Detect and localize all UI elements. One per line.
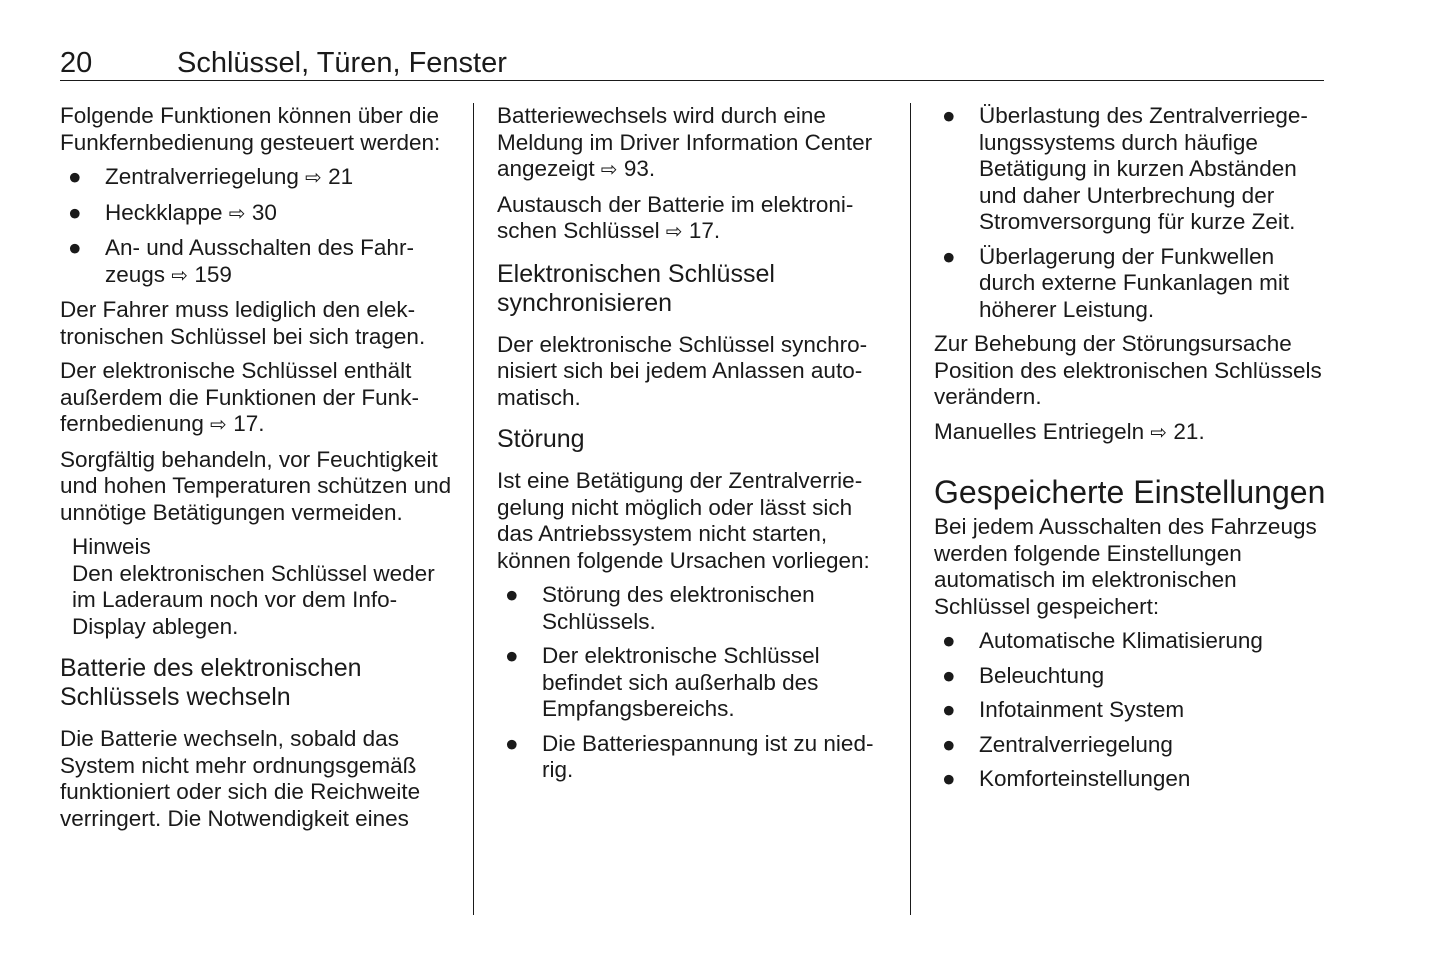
settings-list <box>934 628 1329 793</box>
bullet-icon: ● <box>942 662 956 688</box>
sync-paragraph: Der elektronische Schlüssel synchronisiert sich bei jedem Anlassen automatisch. <box>497 331 868 410</box>
note-title: Hinweis <box>72 534 151 559</box>
cross-reference-page[interactable]: 17. <box>688 218 721 243</box>
remedy-paragraph: Zur Behebung der Störungsursache Position des elektronischen Schlüssels verändern. <box>934 331 1322 409</box>
column-left <box>60 103 455 840</box>
note-box <box>72 534 455 640</box>
fault-paragraph: Ist eine Betätigung der Zentralverriegelung nicht möglich oder lässt sich das Antriebssystem nicht starten, können folgende Ursachen vorliegen: <box>497 468 870 573</box>
list-item-text: Der elektronische Schlüssel befindet sich außerhalb des Empfangsbereichs. <box>542 643 820 721</box>
cross-reference-arrow-icon[interactable]: ⇨ <box>1150 421 1168 444</box>
functions-paragraph-text: Der elektronische Schlüssel enthält außerdem die Funktionen der Funkfernbedienung <box>60 358 419 436</box>
cross-reference-arrow-icon[interactable]: ⇨ <box>665 221 683 243</box>
page-header <box>60 44 1324 81</box>
note-text: Den elektronischen Schlüssel weder im Laderaum noch vor dem Info-Display ablegen. <box>72 560 435 639</box>
list-item-text: Zentralverriegelung <box>105 164 299 189</box>
fault-heading: Störung <box>497 425 585 453</box>
column-divider <box>473 103 474 915</box>
bullet-icon: ● <box>68 199 82 225</box>
list-item <box>60 235 455 289</box>
column-right <box>934 103 1329 801</box>
list-item <box>60 200 455 228</box>
cross-reference-page[interactable]: 17. <box>233 411 265 436</box>
list-item-text: Automatische Klimatisierung <box>979 628 1263 653</box>
manual-unlock-text: Manuelles Entriegeln <box>934 418 1145 444</box>
list-item-text: Infotainment System <box>979 697 1185 722</box>
list-item <box>934 732 1329 759</box>
list-item-text: Heckklappe <box>105 199 223 225</box>
bullet-icon: ● <box>505 730 519 756</box>
bullet-icon: ● <box>68 164 82 189</box>
cross-reference-page[interactable]: 21. <box>1173 418 1205 444</box>
functions-paragraph <box>60 358 455 439</box>
bullet-icon: ● <box>942 628 956 653</box>
cross-reference-arrow-icon[interactable]: ⇨ <box>210 414 227 436</box>
cross-reference-arrow-icon[interactable]: ⇨ <box>171 264 189 287</box>
bullet-icon: ● <box>942 243 956 269</box>
list-item-text: An- und Ausschalten des Fahrzeugs <box>105 235 414 287</box>
bullet-icon: ● <box>505 643 519 668</box>
list-item-text: Störung des elektronischen Schlüssels. <box>542 582 815 634</box>
bullet-icon: ● <box>942 103 956 128</box>
battery-exchange-text: Austausch der Batterie im elektronischen Schlüssel <box>497 191 854 243</box>
list-item <box>934 697 1329 724</box>
list-item <box>934 766 1329 793</box>
battery-continuation-paragraph <box>497 103 892 184</box>
list-item <box>497 582 892 635</box>
cross-reference-page[interactable]: 30 <box>251 199 277 225</box>
cause-list <box>497 582 892 784</box>
bullet-icon: ● <box>942 731 956 757</box>
list-item <box>934 628 1329 655</box>
cross-reference-arrow-icon[interactable]: ⇨ <box>228 202 246 225</box>
saved-settings-heading: Gespeicherte Einstellungen <box>934 474 1326 510</box>
driver-paragraph: Der Fahrer muss lediglich den elektronischen Schlüssel bei sich tragen. <box>60 297 426 349</box>
function-list <box>60 164 455 289</box>
list-item <box>934 103 1329 236</box>
bullet-icon: ● <box>942 697 956 722</box>
bullet-icon: ● <box>505 582 519 607</box>
intro-paragraph: Folgende Funktionen können über die Funkfernbedienung gesteuert werden: <box>60 103 441 155</box>
saved-settings-paragraph: Bei jedem Ausschalten des Fahrzeugs werden folgende Einstellungen automatisch im elektronischen Schlüssel gespeichert: <box>934 514 1317 619</box>
bullet-icon: ● <box>942 766 956 791</box>
cross-reference-page[interactable]: 93. <box>623 156 656 181</box>
battery-exchange-paragraph <box>497 192 892 246</box>
bullet-icon: ● <box>68 235 82 260</box>
list-item <box>60 164 455 192</box>
battery-continuation-text: Batteriewechsels wird durch eine Meldung im Driver Information Center angezeigt <box>497 103 873 181</box>
list-item <box>497 643 892 723</box>
list-item-text: Zentralverriegelung <box>979 731 1173 757</box>
cross-reference-page[interactable]: 159 <box>194 261 232 287</box>
list-item <box>497 731 892 784</box>
list-item-text: Beleuchtung <box>979 662 1105 688</box>
cause-list-continued <box>934 103 1329 323</box>
battery-heading: Batterie des elektronischen Schlüssels wechseln <box>60 654 362 711</box>
list-item <box>934 663 1329 690</box>
column-middle <box>497 103 892 792</box>
care-paragraph: Sorgfältig behandeln, vor Feuchtigkeit und hohen Temperaturen schützen und unnötige Betätigungen vermeiden. <box>60 446 452 525</box>
list-item-text: Überlastung des Zentralverriegelungssystems durch häufige Betätigung in kurzen Abständen und daher Unterbrechung der Stromversorgung für kurze Zeit. <box>979 103 1308 234</box>
cross-reference-page[interactable]: 21 <box>328 164 354 189</box>
sync-heading: Elektronischen Schlüssel synchronisieren <box>497 259 775 317</box>
battery-paragraph: Die Batterie wechseln, sobald das System nicht mehr ordnungsgemäß funktioniert oder sich die Reichweite verringert. Die Notwendigkeit eines <box>60 726 421 831</box>
cross-reference-arrow-icon[interactable]: ⇨ <box>305 167 322 189</box>
list-item <box>934 244 1329 324</box>
column-divider <box>910 103 911 915</box>
list-item-text: Überlagerung der Funkwellen durch externe Funkanlagen mit höherer Leistung. <box>979 243 1290 322</box>
list-item-text: Die Batteriespannung ist zu niedrig. <box>542 730 874 782</box>
page-number: 20 <box>60 47 93 79</box>
chapter-title: Schlüssel, Türen, Fenster <box>177 47 507 79</box>
manual-unlock-paragraph <box>934 419 1329 447</box>
cross-reference-arrow-icon[interactable]: ⇨ <box>600 159 618 181</box>
list-item-text: Komforteinstellungen <box>979 766 1191 791</box>
